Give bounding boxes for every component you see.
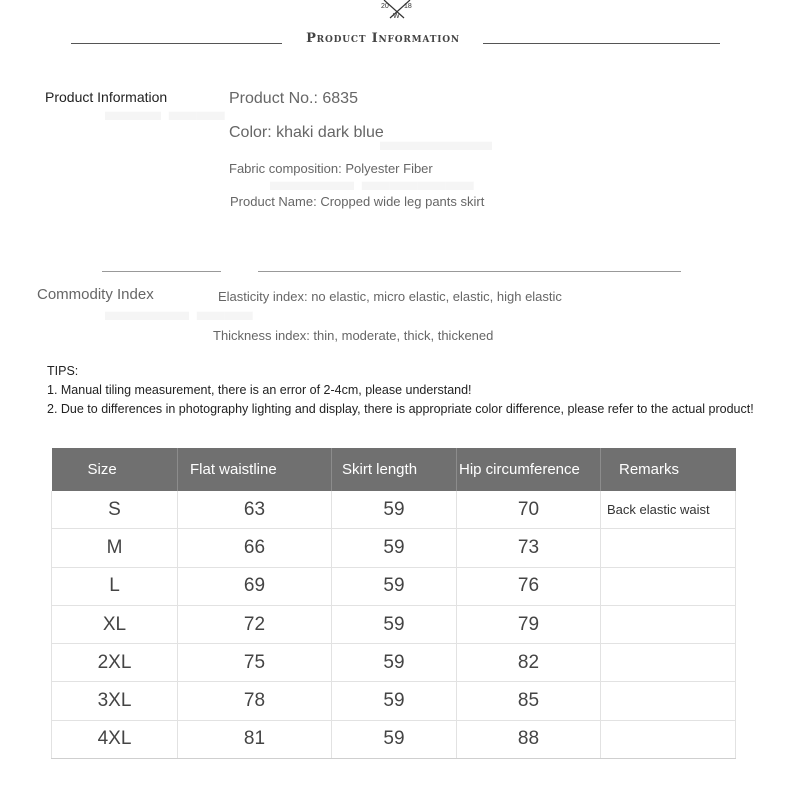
cell-length: 59 [332,682,457,720]
thickness-index: Thickness index: thin, moderate, thick, thickened [213,328,494,343]
header-flat-waistline: Flat waistline [178,448,332,491]
cell-remarks [601,529,736,567]
svg-text:W: W [393,13,400,20]
table-row [52,491,736,529]
cell-length: 59 [332,567,457,605]
product-number: Product No.: 6835 [229,90,358,107]
header-skirt-length: Skirt length [332,448,457,491]
table-row [52,682,736,720]
cell-size: 2XL [52,644,178,682]
cell-length: 59 [332,720,457,758]
cell-waist: 75 [178,644,332,682]
cell-remarks [601,720,736,758]
brand-logo [374,0,420,20]
tips-title: TIPS: [47,364,79,378]
cell-size: M [52,529,178,567]
svg-text:18: 18 [404,3,412,10]
cell-remarks: Back elastic waist [601,491,736,529]
section-title: Product Information [306,31,460,46]
cell-hip: 73 [457,529,601,567]
cell-waist: 66 [178,529,332,567]
fabric-composition: Fabric composition: Polyester Fiber [229,161,433,176]
tips-line-2: 2. Due to differences in photography lighting and display, there is appropriate color difference, please refer to the actual product! [47,402,754,416]
cell-remarks [601,682,736,720]
cell-waist: 81 [178,720,332,758]
size-chart-table [51,448,736,759]
cell-length: 59 [332,605,457,643]
elasticity-index: Elasticity index: no elastic, micro elastic, elastic, high elastic [218,289,562,304]
table-header-row [52,448,736,491]
cell-size: L [52,567,178,605]
cell-remarks [601,605,736,643]
tips-block [47,362,767,419]
table-row [52,720,736,758]
cell-remarks [601,567,736,605]
tips-line-1: 1. Manual tiling measurement, there is an error of 2-4cm, please understand! [47,383,472,397]
header-hip-circumference: Hip circumference [457,448,601,491]
product-name: Product Name: Cropped wide leg pants skirt [230,194,485,209]
cell-waist: 69 [178,567,332,605]
cell-remarks [601,644,736,682]
table-row [52,529,736,567]
table-row [52,567,736,605]
cell-hip: 82 [457,644,601,682]
cell-size: 4XL [52,720,178,758]
cell-size: S [52,491,178,529]
cell-hip: 76 [457,567,601,605]
cell-hip: 85 [457,682,601,720]
svg-text:20: 20 [381,3,389,10]
cell-waist: 63 [178,491,332,529]
header-remarks: Remarks [601,448,736,491]
cell-length: 59 [332,529,457,567]
product-info-label: Product Information [45,89,168,105]
cell-hip: 79 [457,605,601,643]
title-rule-right [483,43,720,44]
commodity-index-label: Commodity Index [37,286,154,303]
cell-waist: 78 [178,682,332,720]
table-row [52,644,736,682]
cell-waist: 72 [178,605,332,643]
cell-hip: 70 [457,491,601,529]
cell-size: 3XL [52,682,178,720]
divider-right [258,271,681,272]
cell-size: XL [52,605,178,643]
title-rule-left [71,43,282,44]
product-color: Color: khaki dark blue [229,124,384,141]
cell-hip: 88 [457,720,601,758]
cell-length: 59 [332,491,457,529]
table-row [52,605,736,643]
header-size: Size [52,448,178,491]
cell-length: 59 [332,644,457,682]
divider-left [102,271,221,272]
